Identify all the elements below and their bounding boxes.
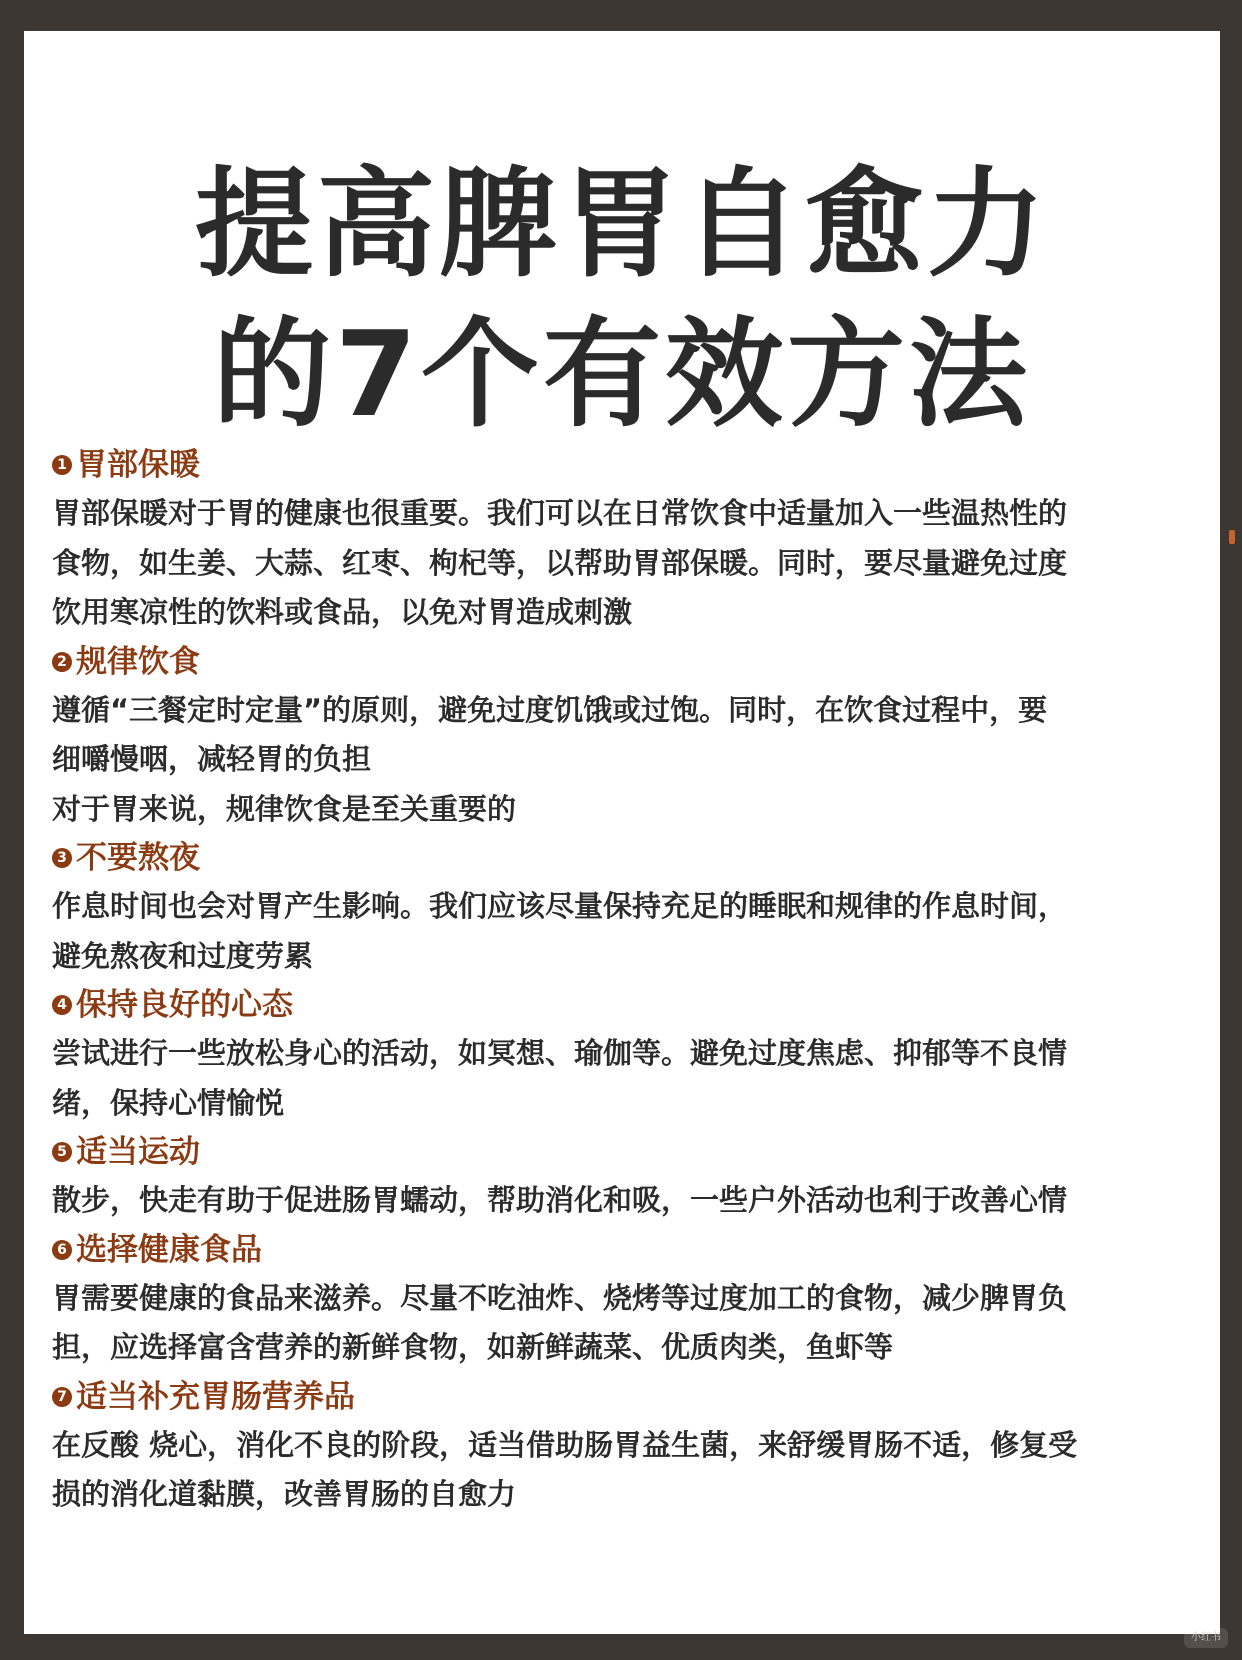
section-body xyxy=(52,489,1202,638)
section-body xyxy=(52,882,1202,981)
section-title: 不要熬夜 xyxy=(76,840,200,876)
body-line: 胃部保暖对于胃的健康也很重要。我们可以在日常饮食中适量加入一些温热性的 xyxy=(52,496,1068,530)
method-section-3 xyxy=(52,834,1202,981)
section-title: 胃部保暖 xyxy=(76,447,200,483)
body-line: 食物，如生姜、大蒜、红枣、枸杞等，以帮助胃部保暖。同时，要尽量避免过度 xyxy=(52,545,1068,580)
section-body xyxy=(52,1421,1202,1520)
body-line: 损的消化道黏膜，改善胃肠的自愈力 xyxy=(52,1477,517,1511)
number-badge-icon: 3 xyxy=(52,848,72,868)
number-badge-icon: 2 xyxy=(52,652,72,672)
edge-marker xyxy=(1229,530,1235,544)
body-line: 担，应选择富含营养的新鲜食物，如新鲜蔬菜、优质肉类，鱼虾等 xyxy=(52,1330,894,1364)
body-line: 胃需要健康的食品来滋养。尽量不吃油炸、烧烤等过度加工的食物，减少脾胃负 xyxy=(52,1280,1068,1315)
section-title: 保持良好的心态 xyxy=(76,987,293,1023)
method-section-5 xyxy=(52,1128,1202,1226)
body-line: 对于胃来说，规律饮食是至关重要的 xyxy=(52,791,517,826)
method-section-2 xyxy=(52,638,1202,835)
body-line: 遵循“三餐定时定量”的原则，避免过度饥饿或过饱。同时，在饮食过程中，要 xyxy=(52,692,1048,727)
number-badge-icon: 1 xyxy=(52,455,72,475)
body-line: 绪，保持心情愉悦 xyxy=(52,1085,285,1120)
method-section-1 xyxy=(52,441,1202,638)
section-heading xyxy=(52,1373,1202,1421)
section-title: 适当补充胃肠营养品 xyxy=(76,1378,355,1415)
number-badge-icon: 4 xyxy=(52,995,72,1015)
number-badge-icon: 6 xyxy=(52,1240,72,1260)
section-heading xyxy=(52,981,1202,1029)
section-heading xyxy=(52,441,1202,489)
title-line-1: 提高脾胃自愈力 xyxy=(194,155,1049,293)
content-sheet xyxy=(24,31,1220,1634)
body-line: 避免熬夜和过度劳累 xyxy=(52,938,314,973)
body-line: 尝试进行一些放松身心的活动，如冥想、瑜伽等。避免过度焦虑、抑郁等不良情 xyxy=(52,1036,1068,1070)
method-list xyxy=(52,441,1202,1520)
section-heading xyxy=(52,638,1202,686)
method-section-6 xyxy=(52,1226,1202,1373)
method-section-4 xyxy=(52,981,1202,1128)
body-line: 作息时间也会对胃产生影响。我们应该尽量保持充足的睡眠和规律的作息时间， xyxy=(52,889,1068,923)
section-body xyxy=(52,686,1202,835)
section-title: 规律饮食 xyxy=(76,643,200,680)
watermark-logo: 小红书 xyxy=(1184,1628,1228,1648)
method-section-7 xyxy=(52,1373,1202,1520)
section-title: 选择健康食品 xyxy=(76,1231,262,1268)
section-body xyxy=(52,1029,1202,1128)
section-body xyxy=(52,1176,1202,1226)
section-heading xyxy=(52,834,1202,882)
body-line: 饮用寒凉性的饮料或食品，以免对胃造成刺激 xyxy=(52,595,633,629)
section-title: 适当运动 xyxy=(76,1134,200,1170)
body-line: 在反酸 烧心，消化不良的阶段，适当借助肠胃益生菌，来舒缓胃肠不适，修复受 xyxy=(52,1427,1078,1462)
section-heading xyxy=(52,1226,1202,1274)
body-line: 细嚼慢咽，减轻胃的负担 xyxy=(52,742,372,776)
body-line: 散步，快走有助于促进肠胃蠕动，帮助消化和吸，一些户外活动也利于改善心情 xyxy=(52,1183,1068,1217)
section-heading xyxy=(52,1128,1202,1176)
page-title xyxy=(24,149,1220,449)
number-badge-icon: 5 xyxy=(52,1142,72,1162)
number-badge-icon: 7 xyxy=(52,1387,72,1407)
title-line-2: 的7个有效方法 xyxy=(212,305,1032,443)
section-body xyxy=(52,1274,1202,1373)
